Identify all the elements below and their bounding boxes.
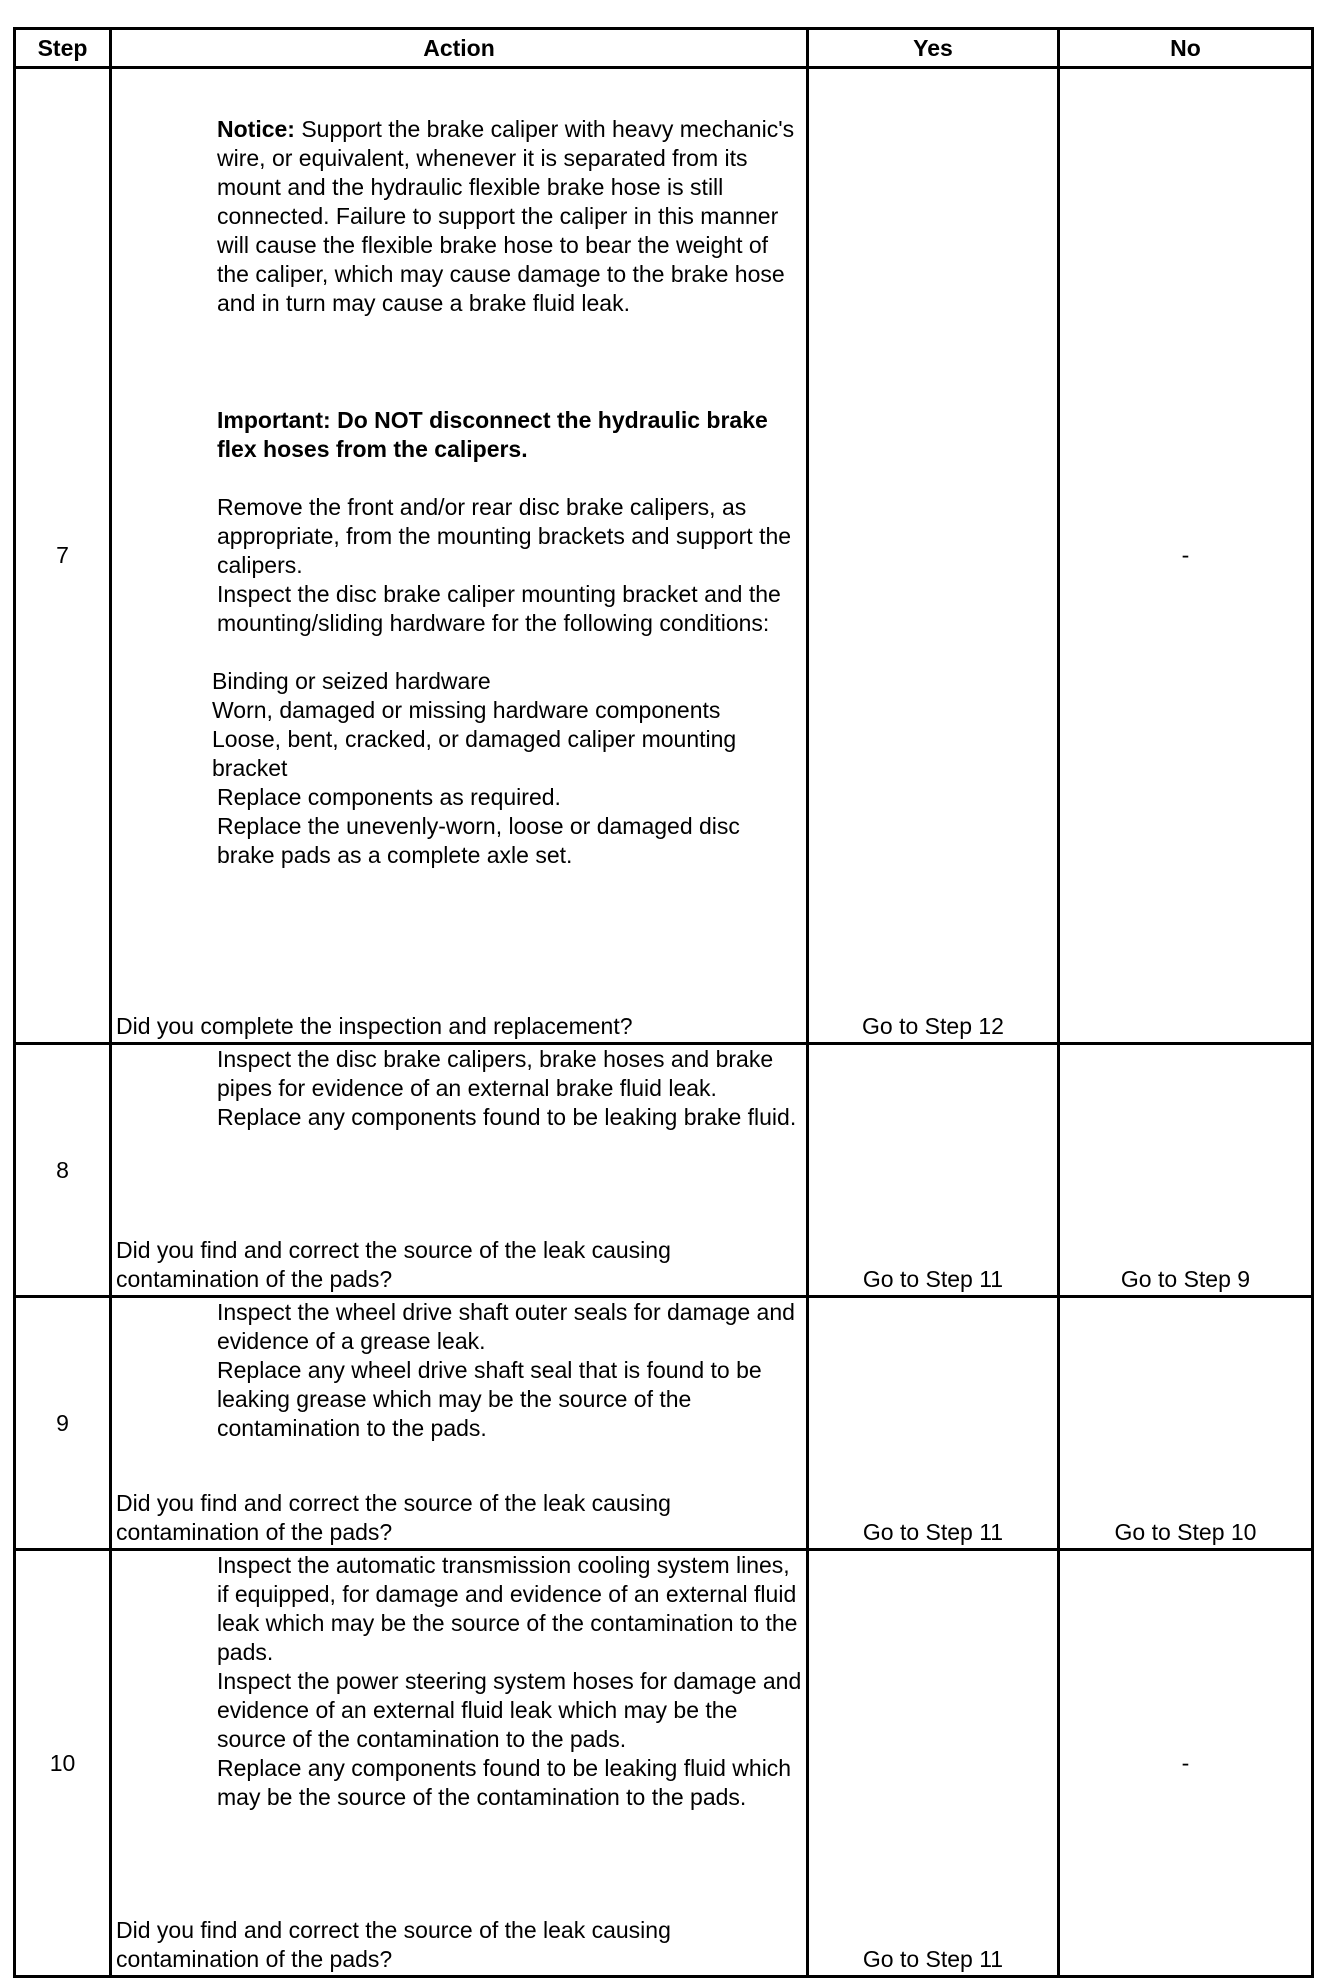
yes-cell	[808, 68, 1059, 1044]
important-block	[112, 406, 806, 464]
notice-label: Notice:	[217, 116, 295, 142]
action-cell	[111, 1044, 808, 1297]
instruction-item: Replace components as required.	[217, 784, 561, 810]
table-row-step-8	[15, 1044, 1313, 1297]
instruction-item: Replace any components found to be leaking fluid which may be the source of the contamination to the pads.	[217, 1755, 792, 1810]
condition-item: Loose, bent, cracked, or damaged caliper mounting bracket	[212, 726, 737, 781]
yes-cell	[808, 1297, 1059, 1550]
no-value: -	[1181, 1749, 1190, 1776]
yes-cell	[808, 1044, 1059, 1297]
step-number: 9	[15, 1297, 111, 1550]
instruction-item: Inspect the automatic transmission cooling system lines, if equipped, for damage and evidence of an external fluid leak which may be the source of the contamination to the pads.	[217, 1552, 798, 1665]
condition-item: Binding or seized hardware	[212, 668, 491, 694]
instruction-item: Remove the front and/or rear disc brake calipers, as appropriate, from the mounting brackets and support the calipers.	[217, 494, 792, 578]
notice-text: Support the brake caliper with heavy mechanic's wire, or equivalent, whenever it is separated from its mount and the hydraulic flexible brake hose is still connected. Failure to support the caliper in this manner will cause the flexible brake hose to bear the weight of the caliper, which may cause damage to the brake hose and in turn may cause a brake fluid leak.	[217, 116, 795, 316]
yes-cell	[808, 1550, 1059, 1977]
no-link[interactable]: Go to Step 9	[1120, 1266, 1251, 1292]
condition-item: Worn, damaged or missing hardware components	[212, 697, 721, 723]
instruction-list	[112, 783, 806, 870]
header-yes: Yes	[808, 29, 1059, 68]
diagnostic-table-container	[13, 27, 1314, 1978]
question-text: Did you find and correct the source of the leak causing contamination of the pads?	[116, 1237, 671, 1292]
instruction-list	[112, 1298, 806, 1443]
header-row	[15, 29, 1313, 68]
no-value: -	[1181, 542, 1190, 568]
step-number: 8	[15, 1044, 111, 1297]
no-link[interactable]: Go to Step 10	[1114, 1519, 1257, 1545]
step-number: 7	[15, 68, 111, 1044]
action-cell	[111, 1550, 808, 1977]
yes-link[interactable]: Go to Step 12	[862, 1013, 1004, 1039]
instruction-item: Replace the unevenly-worn, loose or damaged disc brake pads as a complete axle set.	[217, 813, 740, 868]
no-cell	[1059, 1044, 1313, 1297]
header-action: Action	[111, 29, 808, 68]
instruction-item: Inspect the power steering system hoses for damage and evidence of an external fluid leak which may be the source of the contamination to the pads.	[217, 1668, 802, 1752]
no-cell	[1059, 68, 1313, 1044]
instruction-list	[112, 1045, 806, 1132]
instruction-item: Replace any components found to be leaking brake fluid.	[217, 1104, 797, 1130]
instruction-item: Inspect the disc brake calipers, brake hoses and brake pipes for evidence of an external brake fluid leak.	[217, 1046, 774, 1101]
action-cell	[111, 68, 808, 1044]
no-cell	[1059, 1550, 1313, 1977]
header-step: Step	[15, 29, 111, 68]
instruction-item: Replace any wheel drive shaft seal that is found to be leaking grease which may be the source of the contamination to the pads.	[217, 1357, 762, 1441]
question-text: Did you complete the inspection and replacement?	[116, 1013, 633, 1039]
yes-link[interactable]: Go to Step 11	[862, 1266, 1004, 1292]
table-row-step-10	[15, 1550, 1313, 1977]
instruction-list	[112, 1551, 806, 1812]
important-text: Important: Do NOT disconnect the hydraulic brake flex hoses from the calipers.	[217, 407, 768, 462]
no-cell	[1059, 1297, 1313, 1550]
table-row-step-9	[15, 1297, 1313, 1550]
yes-link[interactable]: Go to Step 11	[862, 1519, 1004, 1545]
instruction-list	[112, 493, 806, 638]
condition-list	[112, 667, 806, 783]
action-cell	[111, 1297, 808, 1550]
question-text: Did you find and correct the source of the leak causing contamination of the pads?	[116, 1917, 671, 1972]
notice-block	[112, 115, 806, 318]
instruction-item: Inspect the disc brake caliper mounting bracket and the mounting/sliding hardware for the following conditions:	[217, 581, 781, 636]
step-number: 10	[15, 1550, 111, 1977]
header-no: No	[1059, 29, 1313, 68]
diagnostic-table	[13, 27, 1314, 1978]
yes-link[interactable]: Go to Step 11	[862, 1946, 1004, 1972]
table-row-step-7	[15, 68, 1313, 1044]
instruction-item: Inspect the wheel drive shaft outer seals for damage and evidence of a grease leak.	[217, 1299, 795, 1354]
question-text: Did you find and correct the source of the leak causing contamination of the pads?	[116, 1490, 671, 1545]
